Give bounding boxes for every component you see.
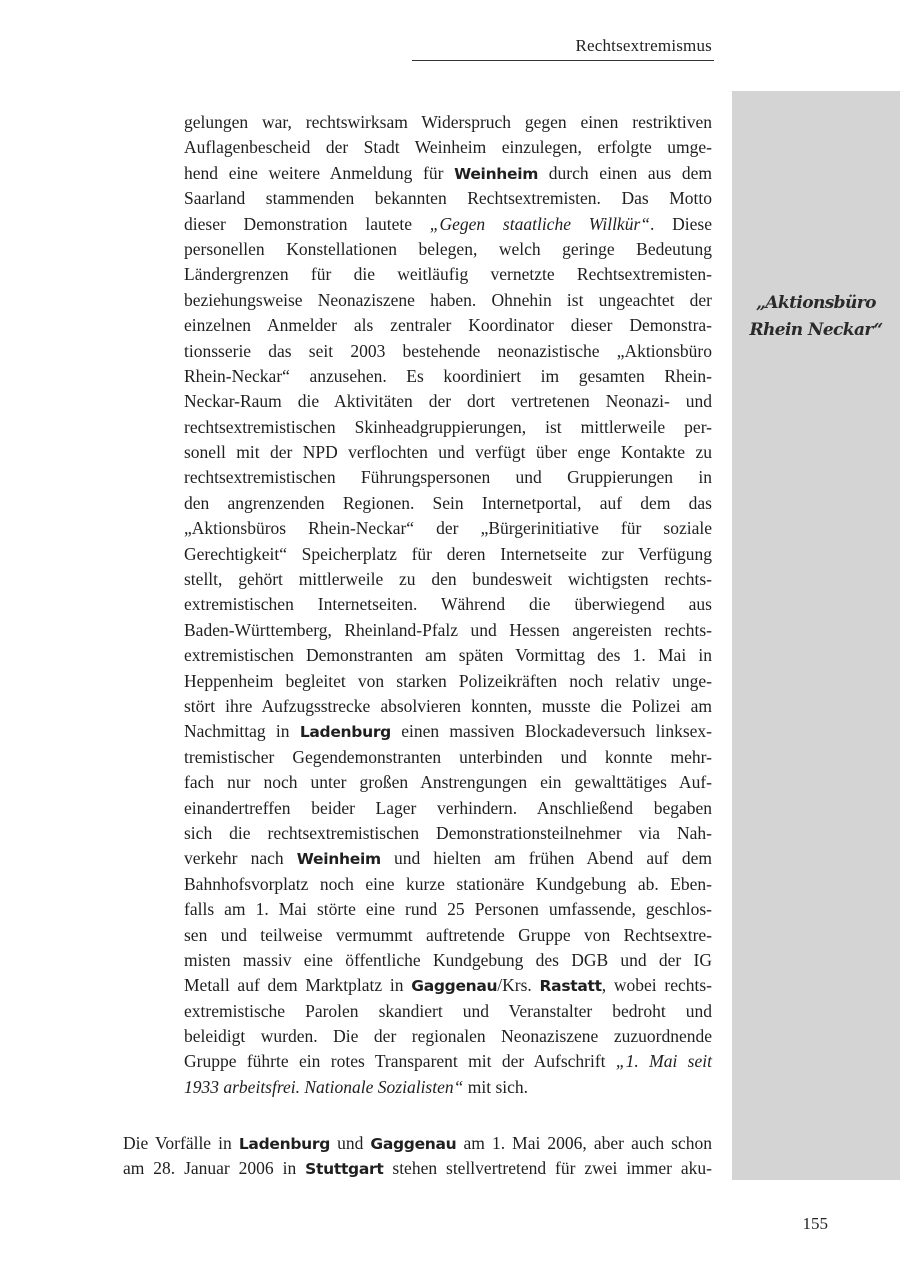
text-line: Neckar-Raum die Aktivitäten der dort vertretenen Neonazi- und [184,391,712,412]
quoted-motto: 1933 arbeitsfrei. Nationale Sozialisten“ [184,1076,464,1097]
text-line: verkehr nach Weinheim und hielten am frühen Abend auf dem [184,848,712,869]
margin-sidebar [732,91,900,1180]
page-number: 155 [802,1214,828,1233]
text-line: Bahnhofsvorplatz noch eine kurze stationäre Kundgebung ab. Eben- [184,873,712,894]
place-name: Rastatt [539,977,602,996]
text-line: am 28. Januar 2006 in Stuttgart stehen stellvertretend für zwei immer aku- [123,1158,712,1179]
text-line: sonell mit der NPD verflochten und verfügt über enge Kontakte zu [184,442,712,463]
text-line: einzelnen Anmelder als zentraler Koordinator dieser Demonstra- [184,315,712,336]
text-line: tionsserie das seit 2003 bestehende neonazistische „Aktionsbüro [184,340,712,361]
text-line: extremistischen Internetseiten. Während die überwiegend aus [184,594,712,615]
text-line: beleidigt wurden. Die der regionalen Neonaziszene zuzuordnende [184,1026,712,1047]
quoted-motto: „Gegen staatliche Willkür“ [429,213,650,234]
text-line: einandertreffen beider Lager verhindern. Anschließend begaben [184,797,712,818]
text-line: personellen Konstellationen belegen, welch geringe Bedeutung [184,238,712,259]
text-line: rechtsextremistischen Skinheadgruppierungen, ist mittlerweile per- [184,416,712,437]
header-rule [412,60,714,61]
text-line: falls am 1. Mai störte eine rund 25 Personen umfassende, geschlos- [184,899,712,920]
place-name: Ladenburg [299,723,391,742]
text-line: Baden-Württemberg, Rheinland-Pfalz und Hessen angereisten rechts- [184,619,712,640]
text-line: Gerechtigkeit“ Speicherplatz für deren Internetseite zur Verfügung [184,543,712,564]
text-line: rechtsextremistischen Führungspersonen und Gruppierungen in [184,467,712,488]
text-line: fach nur noch unter großen Anstrengungen ein gewalttätiges Auf- [184,772,712,793]
text-line: „Aktionsbüros Rhein-Neckar“ der „Bürgerinitiative für soziale [184,518,712,539]
text-line: extremistischen Demonstranten am späten Vormittag des 1. Mai in [184,645,712,666]
text-line: extremistische Parolen skandiert und Veranstalter bedroht und [184,1000,712,1021]
place-name: Ladenburg [238,1135,330,1153]
text-line: Heppenheim begleitet von starken Polizeikräften noch relativ unge- [184,670,712,691]
text-line: tremistischer Gegendemonstranten unterbinden und konnte mehr- [184,746,712,767]
text-line: 1933 arbeitsfrei. Nationale Sozialisten“ mit sich. [184,1076,529,1097]
margin-note-line: Rhein Neckar“ [749,320,883,340]
place-name: Gaggenau [411,977,498,996]
place-name: Stuttgart [305,1160,384,1179]
text-line: hend eine weitere Anmeldung für Weinheim durch einen aus dem [184,162,712,183]
text-line: Auflagenbescheid der Stadt Weinheim einzulegen, erfolgte umge- [184,137,712,158]
text-line: misten massiv eine öffentliche Kundgebung des DGB und der IG [184,949,712,970]
text-line: Saarland stammenden bekannten Rechtsextremisten. Das Motto [184,188,712,209]
text-line: sen und teilweise vermummt auftretende Gruppe von Rechtsextre- [184,924,712,945]
place-name: Weinheim [454,164,539,183]
text-line: Ländergrenzen für die weitläufig vernetzte Rechtsextremisten- [184,264,712,285]
text-line: stellt, gehört mittlerweile zu den bundesweit wichtigsten rechts- [184,569,712,590]
text-line: gelungen war, rechtswirksam Widerspruch gegen einen restriktiven [184,112,712,132]
text-line: Rhein-Neckar“ anzusehen. Es koordiniert im gesamten Rhein- [184,365,712,386]
text-line: sich die rechtsextremistischen Demonstrationsteilnehmer via Nah- [184,822,712,843]
running-header: Rechtsextremismus [575,36,712,55]
quoted-motto: „1. Mai seit [615,1051,712,1072]
text-line: Gruppe führte ein rotes Transparent mit der Aufschrift „1. Mai seit [184,1051,712,1072]
text-line: den angrenzenden Regionen. Sein Internetportal, auf dem das [184,492,712,513]
margin-note-line: „Aktionsbüro [756,293,876,313]
text-line: Metall auf dem Marktplatz in Gaggenau/Krs. Rastatt, wobei rechts- [184,975,713,996]
text-line: stört ihre Aufzugsstrecke absolvieren konnten, musste die Polizei am [184,695,712,716]
body-text-main [184,110,712,1100]
text-line: beziehungsweise Neonaziszene haben. Ohnehin ist ungeachtet der [184,289,712,310]
margin-note [740,290,892,344]
text-line: Die Vorfälle in Ladenburg und Gaggenau am 1. Mai 2006, aber auch schon [123,1133,713,1153]
place-name: Weinheim [296,850,381,869]
body-text-continuation [123,1131,712,1182]
place-name: Gaggenau [370,1135,457,1153]
text-line: Nachmittag in Ladenburg einen massiven Blockadeversuch linksex- [184,721,712,742]
text-line: dieser Demonstration lautete „Gegen staatliche Willkür“. Diese [184,213,712,234]
